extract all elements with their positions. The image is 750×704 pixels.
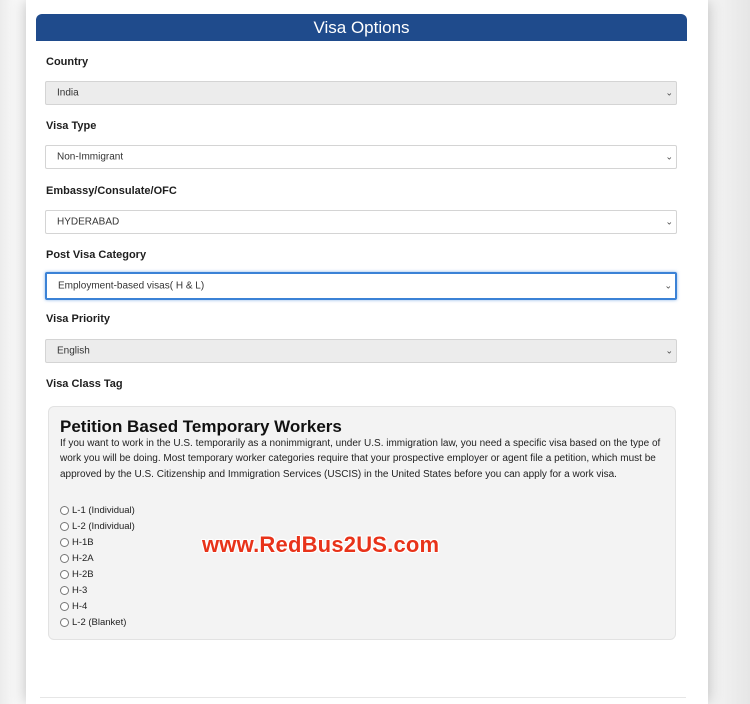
visa-class-radio-list bbox=[60, 502, 135, 630]
radio-button-icon[interactable] bbox=[60, 522, 69, 531]
country-label: Country bbox=[46, 56, 89, 68]
post-visa-category-label: Post Visa Category bbox=[46, 249, 147, 261]
chevron-down-icon: ⌄ bbox=[665, 345, 673, 356]
chevron-down-icon: ⌄ bbox=[665, 151, 673, 162]
visa-class-option-label: L-1 (Individual) bbox=[72, 504, 135, 516]
radio-button-icon[interactable] bbox=[60, 570, 69, 579]
panel-description: If you want to work in the U.S. temporarily as a nonimmigrant, under U.S. immigration law, you need a specific visa based on the type of work you will be doing. Most temporary worker categories require that your prospective employer or agent file a petition, which must be approved by the U.S. Citizenship and Immigration Services (USCIS) in the United States before you can apply for a work visa. bbox=[60, 438, 661, 480]
visa-type-label: Visa Type bbox=[46, 120, 97, 132]
post-visa-category-select[interactable] bbox=[45, 272, 677, 300]
post-visa-category-select-value: Employment-based visas( H & L) bbox=[58, 280, 205, 292]
visa-priority-select[interactable] bbox=[45, 339, 677, 363]
watermark-text: www.RedBus2US.com bbox=[202, 532, 440, 557]
visa-type-select[interactable] bbox=[45, 145, 677, 169]
visa-class-option-label: L-2 (Blanket) bbox=[72, 616, 127, 628]
radio-button-icon[interactable] bbox=[60, 586, 69, 595]
visa-class-option-l2-blanket[interactable] bbox=[60, 614, 135, 630]
embassy-label: Embassy/Consulate/OFC bbox=[46, 185, 177, 197]
radio-button-icon[interactable] bbox=[60, 554, 69, 563]
visa-class-option-label: H-2A bbox=[72, 552, 94, 564]
visa-priority-label: Visa Priority bbox=[46, 313, 110, 325]
divider bbox=[40, 697, 686, 698]
visa-class-option-label: H-4 bbox=[72, 600, 88, 612]
visa-class-option-l2[interactable] bbox=[60, 518, 135, 534]
visa-class-option-label: L-2 (Individual) bbox=[72, 520, 135, 532]
visa-priority-select-value: English bbox=[57, 345, 90, 357]
panel-title: Petition Based Temporary Workers bbox=[60, 417, 342, 436]
visa-class-option-h3[interactable] bbox=[60, 582, 135, 598]
visa-class-option-label: H-3 bbox=[72, 584, 88, 596]
embassy-select[interactable] bbox=[45, 210, 677, 234]
chevron-down-icon: ⌄ bbox=[665, 87, 673, 98]
visa-options-header: Visa Options bbox=[36, 14, 687, 41]
country-select-value: India bbox=[57, 87, 79, 99]
embassy-select-value: HYDERABAD bbox=[57, 216, 120, 228]
visa-class-tag-label: Visa Class Tag bbox=[46, 378, 123, 390]
radio-button-icon[interactable] bbox=[60, 602, 69, 611]
visa-class-option-h2b[interactable] bbox=[60, 566, 135, 582]
visa-class-option-label: H-2B bbox=[72, 568, 94, 580]
chevron-down-icon: ⌄ bbox=[664, 280, 672, 291]
visa-class-option-h1b[interactable] bbox=[60, 534, 135, 550]
radio-button-icon[interactable] bbox=[60, 618, 69, 627]
visa-class-option-label: H-1B bbox=[72, 536, 94, 548]
visa-type-select-value: Non-Immigrant bbox=[57, 151, 124, 163]
country-select[interactable] bbox=[45, 81, 677, 105]
chevron-down-icon: ⌄ bbox=[665, 216, 673, 227]
radio-button-icon[interactable] bbox=[60, 506, 69, 515]
visa-class-option-h4[interactable] bbox=[60, 598, 135, 614]
visa-class-option-h2a[interactable] bbox=[60, 550, 135, 566]
radio-button-icon[interactable] bbox=[60, 538, 69, 547]
visa-class-option-l1[interactable] bbox=[60, 502, 135, 518]
